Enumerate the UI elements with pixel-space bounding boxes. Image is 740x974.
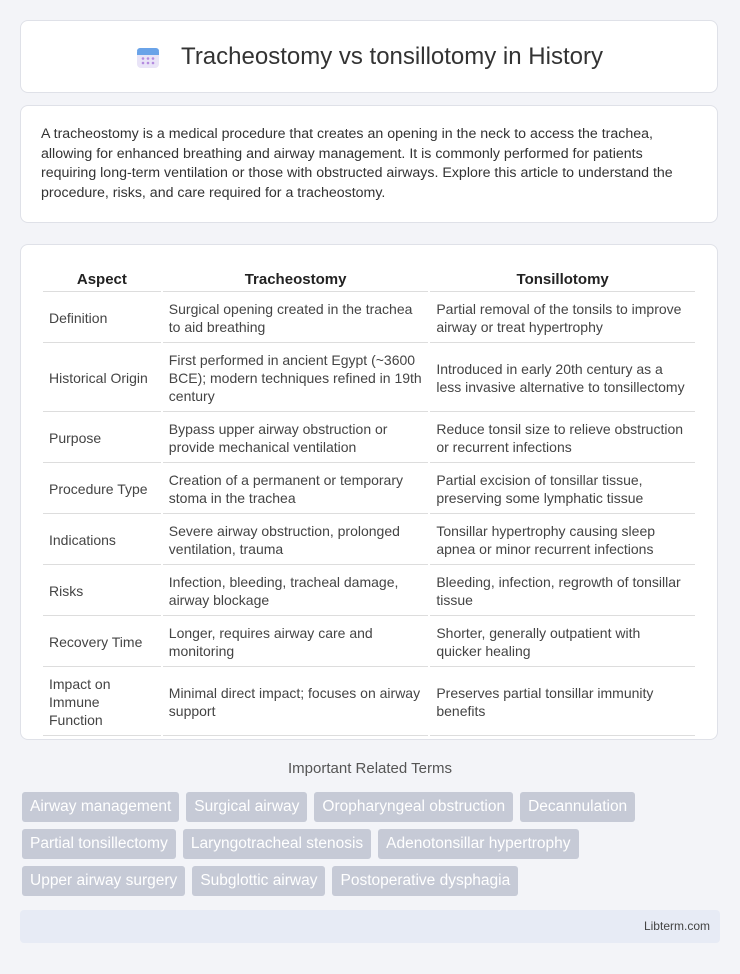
table-row <box>43 414 695 463</box>
intro-card <box>20 105 718 223</box>
term-tag[interactable]: Adenotonsillar hypertrophy <box>378 829 578 859</box>
related-terms <box>22 792 722 903</box>
comparison-card <box>20 244 718 740</box>
header-tracheostomy: Tracheostomy <box>163 267 429 292</box>
table-cell: Definition <box>43 294 161 343</box>
table-cell: Reduce tonsil size to relieve obstruction or recurrent infections <box>430 414 695 463</box>
term-tag[interactable]: Partial tonsillectomy <box>22 829 176 859</box>
table-cell: Surgical opening created in the trachea to aid breathing <box>163 294 429 343</box>
table-cell: Longer, requires airway care and monitoring <box>163 618 429 667</box>
page-title: Tracheostomy vs tonsillotomy in History <box>181 42 603 70</box>
table-row <box>43 345 695 412</box>
table-cell: Historical Origin <box>43 345 161 412</box>
calendar-icon <box>135 44 161 70</box>
table-cell: Purpose <box>43 414 161 463</box>
table-row <box>43 294 695 343</box>
table-cell: Risks <box>43 567 161 616</box>
term-tag[interactable]: Oropharyngeal obstruction <box>314 792 513 822</box>
table-row <box>43 465 695 514</box>
table-cell: Minimal direct impact; focuses on airway support <box>163 669 429 736</box>
table-header-row <box>43 267 695 292</box>
term-row <box>22 829 722 859</box>
table-cell: Creation of a permanent or temporary stoma in the trachea <box>163 465 429 514</box>
intro-text: A tracheostomy is a medical procedure that creates an opening in the neck to access the trachea, allowing for enhanced breathing and airway management. It is commonly performed for patients requiring long-term ventilation or those with obstructed airways. Explore this article to understand the procedure, risks, and care required for a tracheostomy. <box>41 126 673 201</box>
table-row <box>43 516 695 565</box>
header-tonsillotomy: Tonsillotomy <box>430 267 695 292</box>
header-card <box>20 20 718 93</box>
table-cell: Infection, bleeding, tracheal damage, airway blockage <box>163 567 429 616</box>
comparison-table <box>41 265 697 738</box>
table-row <box>43 567 695 616</box>
footer <box>20 910 720 943</box>
table-cell: Bypass upper airway obstruction or provide mechanical ventilation <box>163 414 429 463</box>
table-row <box>43 669 695 736</box>
table-cell: Indications <box>43 516 161 565</box>
table-cell: Tonsillar hypertrophy causing sleep apnea or minor recurrent infections <box>430 516 695 565</box>
term-tag[interactable]: Laryngotracheal stenosis <box>183 829 371 859</box>
related-terms-title: Important Related Terms <box>288 760 452 777</box>
table-cell: Bleeding, infection, regrowth of tonsillar tissue <box>430 567 695 616</box>
term-tag[interactable]: Surgical airway <box>186 792 307 822</box>
term-tag[interactable]: Airway management <box>22 792 179 822</box>
term-tag[interactable]: Decannulation <box>520 792 635 822</box>
table-cell: Preserves partial tonsillar immunity benefits <box>430 669 695 736</box>
table-cell: Severe airway obstruction, prolonged ventilation, trauma <box>163 516 429 565</box>
term-row <box>22 792 722 822</box>
term-tag[interactable]: Subglottic airway <box>192 866 325 896</box>
table-cell: Partial removal of the tonsils to improve airway or treat hypertrophy <box>430 294 695 343</box>
table-row <box>43 618 695 667</box>
table-cell: Shorter, generally outpatient with quicker healing <box>430 618 695 667</box>
table-cell: Impact on Immune Function <box>43 669 161 736</box>
term-tag[interactable]: Postoperative dysphagia <box>332 866 518 896</box>
header-aspect: Aspect <box>43 267 161 292</box>
table-cell: Procedure Type <box>43 465 161 514</box>
table-cell: Partial excision of tonsillar tissue, preserving some lymphatic tissue <box>430 465 695 514</box>
term-tag[interactable]: Upper airway surgery <box>22 866 185 896</box>
table-cell: First performed in ancient Egypt (~3600 BCE); modern techniques refined in 19th century <box>163 345 429 412</box>
footer-brand[interactable]: Libterm.com <box>643 919 710 933</box>
table-cell: Introduced in early 20th century as a less invasive alternative to tonsillectomy <box>430 345 695 412</box>
term-row <box>22 866 722 896</box>
table-cell: Recovery Time <box>43 618 161 667</box>
